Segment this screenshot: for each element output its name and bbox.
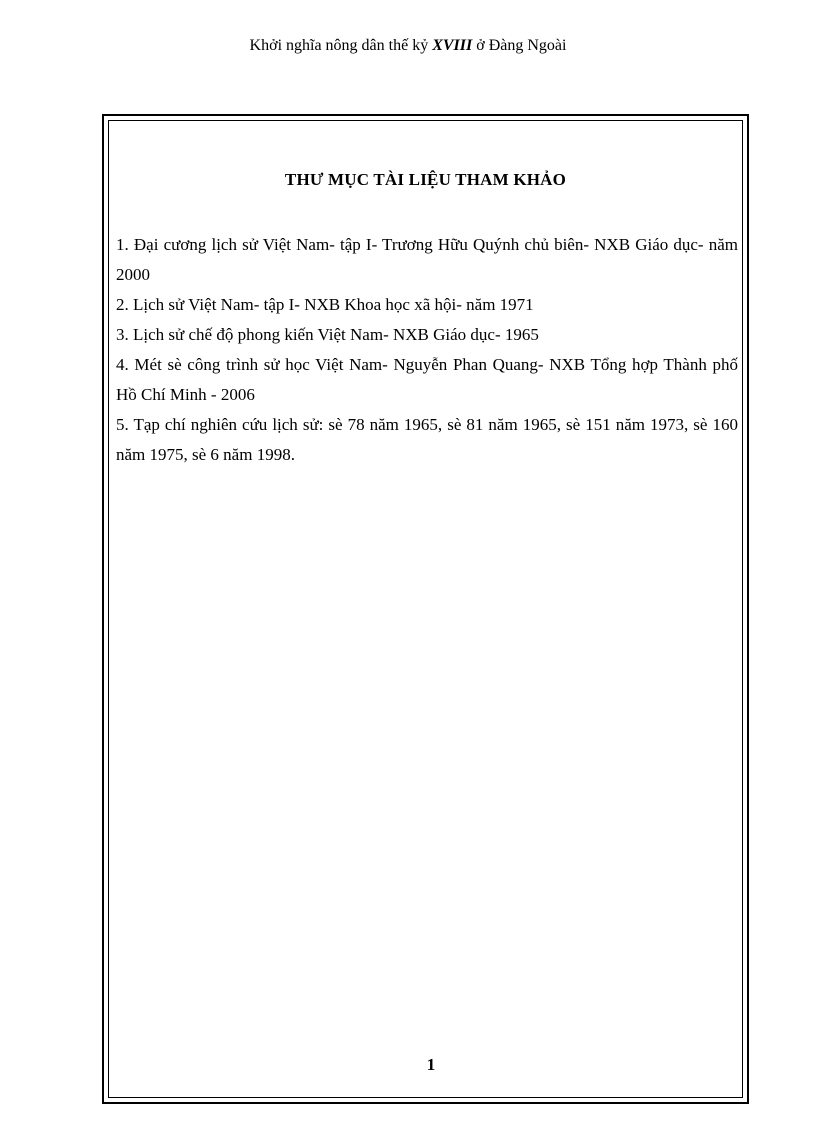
reference-item-1: 1. Đại cương lịch sử Việt Nam- tập I- Trương Hữu Quýnh chủ biên- NXB Giáo dục- năm 2000 bbox=[116, 235, 738, 284]
running-header-suffix: ở Đàng Ngoài bbox=[476, 37, 567, 54]
page-number: 1 bbox=[426, 1055, 436, 1074]
reference-list bbox=[116, 230, 738, 470]
reference-item-2: 2. Lịch sử Việt Nam- tập I- NXB Khoa học xã hội- năm 1971 bbox=[116, 295, 534, 314]
page-title: THƯ MỤC TÀI LIỆU THAM KHẢO bbox=[284, 170, 567, 189]
running-header-prefix: Khởi nghĩa nông dân thế kỷ bbox=[249, 37, 429, 54]
reference-item-4: 4. Mét sè công trình sử học Việt Nam- Nguyễn Phan Quang- NXB Tổng hợp Thành phố Hồ Chí Minh - 2006 bbox=[116, 355, 738, 404]
reference-item-3: 3. Lịch sử chế độ phong kiến Việt Nam- NXB Giáo dục- 1965 bbox=[116, 325, 539, 344]
reference-item-5: 5. Tạp chí nghiên cứu lịch sử: sè 78 năm 1965, sè 81 năm 1965, sè 151 năm 1973, sè 160 năm 1975, sè 6 năm 1998. bbox=[116, 415, 738, 464]
running-header-century: XVIII bbox=[432, 37, 473, 54]
running-header bbox=[0, 36, 816, 56]
